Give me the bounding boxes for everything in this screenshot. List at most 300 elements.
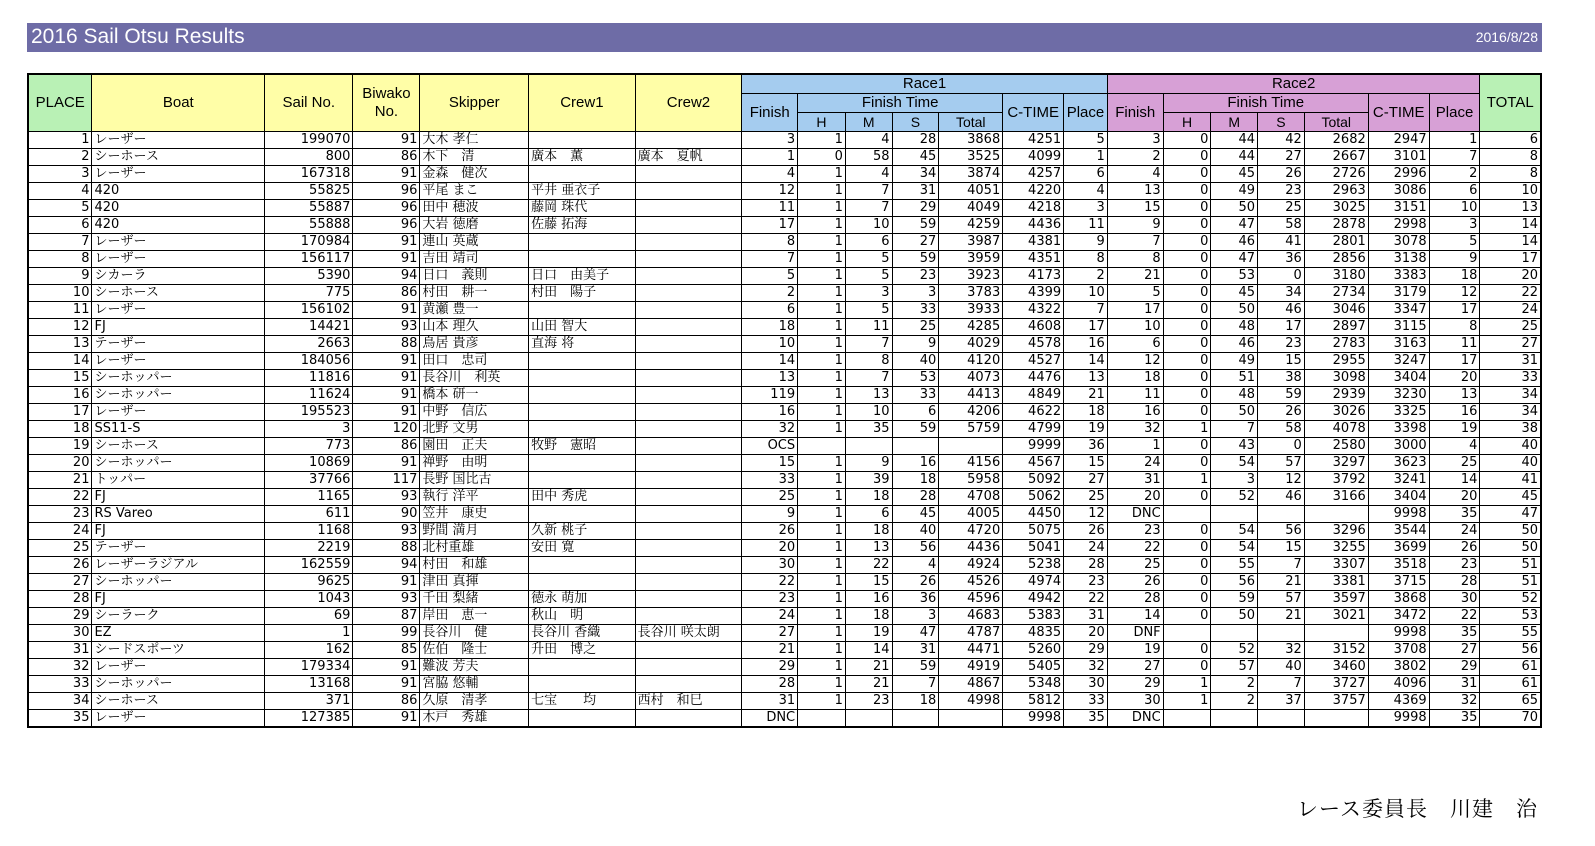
cell-sail-no: 179334 (265, 659, 353, 676)
cell-race2-m: 44 (1211, 149, 1258, 166)
cell-race1-place: 17 (1064, 319, 1108, 336)
cell-race1-s: 47 (892, 625, 939, 642)
cell-race2-h: 0 (1163, 149, 1211, 166)
cell-race2-s: 21 (1258, 574, 1305, 591)
cell-race2-total: 3025 (1304, 200, 1368, 217)
cell-race2-m: 47 (1211, 251, 1258, 268)
cell-skipper: 平尾 まこ (420, 183, 529, 200)
cell-race2-total: 3255 (1304, 540, 1368, 557)
cell-race1-place: 21 (1064, 387, 1108, 404)
cell-sail-no: 10869 (265, 455, 353, 472)
cell-race2-finish: 11 (1107, 387, 1163, 404)
cell-total: 55 (1480, 625, 1541, 642)
cell-race2-ctime: 2998 (1368, 217, 1429, 234)
cell-crew1: 直海 将 (529, 336, 636, 353)
cell-race1-place: 3 (1064, 200, 1108, 217)
cell-total: 6 (1480, 132, 1541, 149)
cell-biwako-no: 91 (353, 302, 420, 319)
cell-race2-h: 0 (1163, 285, 1211, 302)
cell-crew2 (635, 336, 742, 353)
cell-skipper: 田中 穂波 (420, 200, 529, 217)
cell-race1-m: 18 (845, 489, 892, 506)
cell-biwako-no: 86 (353, 149, 420, 166)
cell-biwako-no: 96 (353, 217, 420, 234)
cell-race1-m (845, 438, 892, 455)
cell-race2-ctime: 3398 (1368, 421, 1429, 438)
cell-race2-place: 27 (1429, 642, 1480, 659)
cell-race2-ctime: 9998 (1368, 710, 1429, 728)
table-row (28, 608, 1541, 625)
cell-race1-ctime: 4099 (1003, 149, 1064, 166)
cell-boat: シーホッパー (92, 455, 265, 472)
cell-race2-h: 0 (1163, 319, 1211, 336)
cell-total: 34 (1480, 404, 1541, 421)
cell-biwako-no: 88 (353, 336, 420, 353)
cell-race1-h: 1 (798, 183, 846, 200)
cell-race1-total: 4259 (939, 217, 1003, 234)
cell-race1-h: 1 (798, 285, 846, 302)
cell-race2-ctime: 3802 (1368, 659, 1429, 676)
cell-crew2 (635, 183, 742, 200)
cell-race1-ctime: 4173 (1003, 268, 1064, 285)
cell-race2-s: 15 (1258, 353, 1305, 370)
cell-race1-finish: 22 (742, 574, 798, 591)
cell-race2-ctime: 3138 (1368, 251, 1429, 268)
cell-race2-finish: 16 (1107, 404, 1163, 421)
header-race2-place: Place (1429, 94, 1480, 132)
cell-skipper: 田口 忠司 (420, 353, 529, 370)
cell-race1-h: 1 (798, 217, 846, 234)
cell-sail-no: 3 (265, 421, 353, 438)
cell-race2-s: 25 (1258, 200, 1305, 217)
cell-race1-s: 6 (892, 404, 939, 421)
cell-boat: レーザー (92, 132, 265, 149)
cell-race1-m: 8 (845, 353, 892, 370)
cell-race2-finish: DNC (1107, 506, 1163, 523)
cell-crew2 (635, 285, 742, 302)
cell-race2-total: 3307 (1304, 557, 1368, 574)
cell-race2-h: 0 (1163, 302, 1211, 319)
cell-race1-m: 10 (845, 217, 892, 234)
cell-race2-s: 23 (1258, 183, 1305, 200)
cell-race2-m (1211, 506, 1258, 523)
cell-biwako-no: 91 (353, 574, 420, 591)
cell-race2-s: 57 (1258, 455, 1305, 472)
cell-race2-total (1304, 506, 1368, 523)
cell-race2-place: 20 (1429, 370, 1480, 387)
cell-race2-s: 26 (1258, 166, 1305, 183)
cell-crew1: 日口 由美子 (529, 268, 636, 285)
cell-race2-s: 34 (1258, 285, 1305, 302)
cell-race1-place: 20 (1064, 625, 1108, 642)
cell-crew1 (529, 302, 636, 319)
cell-boat: シーホース (92, 693, 265, 710)
cell-race1-finish: 18 (742, 319, 798, 336)
cell-race2-place: 2 (1429, 166, 1480, 183)
table-row (28, 591, 1541, 608)
cell-crew2 (635, 455, 742, 472)
cell-race1-h: 1 (798, 336, 846, 353)
cell-sail-no: 55825 (265, 183, 353, 200)
cell-race2-s: 17 (1258, 319, 1305, 336)
cell-race1-m: 7 (845, 336, 892, 353)
cell-biwako-no: 96 (353, 200, 420, 217)
cell-boat: FJ (92, 319, 265, 336)
cell-total: 14 (1480, 234, 1541, 251)
cell-race2-h: 0 (1163, 370, 1211, 387)
cell-race2-ctime: 2996 (1368, 166, 1429, 183)
cell-crew2 (635, 659, 742, 676)
cell-biwako-no: 85 (353, 642, 420, 659)
cell-race1-place: 15 (1064, 455, 1108, 472)
cell-race1-m: 23 (845, 693, 892, 710)
cell-race1-finish: 4 (742, 166, 798, 183)
cell-crew1: 藤岡 珠代 (529, 200, 636, 217)
cell-skipper: 長谷川 利英 (420, 370, 529, 387)
cell-race2-ctime: 3708 (1368, 642, 1429, 659)
cell-race1-place: 24 (1064, 540, 1108, 557)
cell-race2-s (1258, 625, 1305, 642)
cell-sail-no: 1 (265, 625, 353, 642)
cell-race2-m: 54 (1211, 540, 1258, 557)
cell-race2-h: 0 (1163, 353, 1211, 370)
cell-race2-ctime: 3179 (1368, 285, 1429, 302)
cell-race1-m: 18 (845, 608, 892, 625)
cell-race2-s (1258, 710, 1305, 728)
cell-race2-place: 6 (1429, 183, 1480, 200)
cell-race1-place: 35 (1064, 710, 1108, 728)
cell-race1-s: 59 (892, 659, 939, 676)
cell-skipper: 黄瀬 豊一 (420, 302, 529, 319)
cell-crew1: 久新 桃子 (529, 523, 636, 540)
cell-race1-finish: 32 (742, 421, 798, 438)
cell-sail-no: 199070 (265, 132, 353, 149)
cell-race2-s: 36 (1258, 251, 1305, 268)
cell-race1-finish: 30 (742, 557, 798, 574)
cell-crew1: 田中 秀虎 (529, 489, 636, 506)
cell-race1-s: 4 (892, 557, 939, 574)
cell-race2-place: 13 (1429, 387, 1480, 404)
cell-total: 25 (1480, 319, 1541, 336)
cell-race2-s: 38 (1258, 370, 1305, 387)
cell-race2-finish: 14 (1107, 608, 1163, 625)
table-row (28, 285, 1541, 302)
cell-race1-total: 4683 (939, 608, 1003, 625)
cell-race1-m: 7 (845, 370, 892, 387)
cell-place: 27 (28, 574, 92, 591)
cell-place: 32 (28, 659, 92, 676)
cell-boat: レーザー (92, 251, 265, 268)
cell-sail-no: 1043 (265, 591, 353, 608)
cell-sail-no: 371 (265, 693, 353, 710)
cell-race2-place: 14 (1429, 472, 1480, 489)
cell-race1-m: 15 (845, 574, 892, 591)
cell-race1-place: 22 (1064, 591, 1108, 608)
cell-crew1 (529, 353, 636, 370)
cell-sail-no: 162 (265, 642, 353, 659)
cell-race2-ctime: 3544 (1368, 523, 1429, 540)
cell-crew1 (529, 574, 636, 591)
table-row (28, 234, 1541, 251)
table-row (28, 625, 1541, 642)
cell-race1-ctime: 4381 (1003, 234, 1064, 251)
cell-race2-finish: 18 (1107, 370, 1163, 387)
cell-place: 18 (28, 421, 92, 438)
cell-place: 7 (28, 234, 92, 251)
cell-crew1 (529, 710, 636, 728)
cell-race2-place: 1 (1429, 132, 1480, 149)
cell-crew1 (529, 404, 636, 421)
cell-race2-s: 57 (1258, 591, 1305, 608)
cell-skipper: 連山 英蔵 (420, 234, 529, 251)
cell-race2-m: 59 (1211, 591, 1258, 608)
cell-race2-s: 7 (1258, 557, 1305, 574)
cell-race2-s: 58 (1258, 421, 1305, 438)
cell-race1-total: 4049 (939, 200, 1003, 217)
cell-race2-finish: 7 (1107, 234, 1163, 251)
cell-race2-place: 19 (1429, 421, 1480, 438)
cell-race1-ctime: 4351 (1003, 251, 1064, 268)
cell-race1-total: 3783 (939, 285, 1003, 302)
cell-race2-h: 0 (1163, 336, 1211, 353)
cell-race2-h: 0 (1163, 659, 1211, 676)
table-row (28, 149, 1541, 166)
cell-boat: シカーラ (92, 268, 265, 285)
cell-race2-ctime: 3163 (1368, 336, 1429, 353)
cell-race1-s: 26 (892, 574, 939, 591)
cell-race2-s: 21 (1258, 608, 1305, 625)
header-race1-finish-time: Finish Time (798, 94, 1003, 113)
title-bar (27, 23, 1542, 52)
cell-race2-place: 20 (1429, 489, 1480, 506)
cell-sail-no: 11624 (265, 387, 353, 404)
cell-boat: レーザー (92, 710, 265, 728)
cell-place: 8 (28, 251, 92, 268)
cell-race1-m: 5 (845, 251, 892, 268)
cell-total: 61 (1480, 676, 1541, 693)
cell-race1-h: 1 (798, 574, 846, 591)
table-row (28, 421, 1541, 438)
cell-race1-finish: 10 (742, 336, 798, 353)
cell-race2-h: 0 (1163, 438, 1211, 455)
cell-race2-place: 35 (1429, 710, 1480, 728)
cell-crew2 (635, 540, 742, 557)
cell-biwako-no: 87 (353, 608, 420, 625)
cell-sail-no: 775 (265, 285, 353, 302)
cell-race1-s (892, 438, 939, 455)
cell-race1-h: 1 (798, 659, 846, 676)
cell-race1-ctime: 4251 (1003, 132, 1064, 149)
cell-crew1: 村田 陽子 (529, 285, 636, 302)
cell-total: 53 (1480, 608, 1541, 625)
cell-boat: レーザー (92, 166, 265, 183)
cell-crew2 (635, 710, 742, 728)
cell-race2-h: 1 (1163, 421, 1211, 438)
cell-crew2 (635, 591, 742, 608)
cell-race1-m: 9 (845, 455, 892, 472)
cell-race2-h (1163, 506, 1211, 523)
cell-race1-s (892, 710, 939, 728)
cell-race2-h: 0 (1163, 455, 1211, 472)
cell-race1-finish: 17 (742, 217, 798, 234)
cell-race2-m: 44 (1211, 132, 1258, 149)
cell-race1-s: 40 (892, 353, 939, 370)
cell-race2-total: 3046 (1304, 302, 1368, 319)
cell-race2-ctime: 3325 (1368, 404, 1429, 421)
cell-crew2 (635, 676, 742, 693)
cell-race1-place: 11 (1064, 217, 1108, 234)
cell-crew2 (635, 421, 742, 438)
cell-crew1: 秋山 明 (529, 608, 636, 625)
cell-race2-h: 0 (1163, 489, 1211, 506)
cell-race2-total: 3152 (1304, 642, 1368, 659)
cell-biwako-no: 91 (353, 387, 420, 404)
cell-race1-finish: 14 (742, 353, 798, 370)
cell-race2-ctime: 3086 (1368, 183, 1429, 200)
cell-race1-place: 9 (1064, 234, 1108, 251)
cell-boat: FJ (92, 523, 265, 540)
cell-race2-place: 23 (1429, 557, 1480, 574)
cell-race2-m: 48 (1211, 387, 1258, 404)
cell-race2-total (1304, 710, 1368, 728)
cell-race1-finish: 16 (742, 404, 798, 421)
cell-race2-total: 3757 (1304, 693, 1368, 710)
cell-race1-place: 5 (1064, 132, 1108, 149)
cell-race1-total: 4596 (939, 591, 1003, 608)
cell-race2-h: 0 (1163, 166, 1211, 183)
cell-boat: レーザー (92, 659, 265, 676)
cell-race1-s: 9 (892, 336, 939, 353)
cell-race1-h: 1 (798, 676, 846, 693)
cell-race1-total: 4073 (939, 370, 1003, 387)
cell-race1-h: 1 (798, 302, 846, 319)
cell-race1-h: 0 (798, 149, 846, 166)
cell-race2-h: 0 (1163, 574, 1211, 591)
cell-crew1: 徳永 萌加 (529, 591, 636, 608)
cell-place: 34 (28, 693, 92, 710)
cell-race1-total: 3874 (939, 166, 1003, 183)
cell-skipper: 野間 満月 (420, 523, 529, 540)
cell-race1-m: 19 (845, 625, 892, 642)
cell-sail-no: 69 (265, 608, 353, 625)
cell-total: 45 (1480, 489, 1541, 506)
cell-crew1: 牧野 憲昭 (529, 438, 636, 455)
cell-race1-total: 4051 (939, 183, 1003, 200)
cell-race2-m: 52 (1211, 642, 1258, 659)
cell-race1-m (845, 710, 892, 728)
cell-skipper: 中野 信広 (420, 404, 529, 421)
cell-skipper: 禅野 由明 (420, 455, 529, 472)
cell-race1-total: 3525 (939, 149, 1003, 166)
cell-race1-place: 27 (1064, 472, 1108, 489)
cell-place: 1 (28, 132, 92, 149)
cell-boat: シーホッパー (92, 676, 265, 693)
cell-race1-total: 3868 (939, 132, 1003, 149)
cell-race1-s: 40 (892, 523, 939, 540)
cell-race2-total: 3381 (1304, 574, 1368, 591)
cell-race2-total: 2580 (1304, 438, 1368, 455)
header-race1-finish: Finish (742, 94, 798, 132)
cell-race1-h: 1 (798, 319, 846, 336)
cell-crew1: 七宝 均 (529, 693, 636, 710)
cell-race2-m: 46 (1211, 234, 1258, 251)
cell-skipper: 笠井 康史 (420, 506, 529, 523)
cell-race1-s: 45 (892, 149, 939, 166)
cell-crew2 (635, 200, 742, 217)
cell-race1-total (939, 710, 1003, 728)
cell-boat: 420 (92, 183, 265, 200)
cell-race2-finish: 3 (1107, 132, 1163, 149)
cell-race2-ctime: 3115 (1368, 319, 1429, 336)
cell-race1-total: 5759 (939, 421, 1003, 438)
cell-race1-m: 58 (845, 149, 892, 166)
cell-sail-no: 2219 (265, 540, 353, 557)
cell-crew1 (529, 506, 636, 523)
cell-race1-s: 45 (892, 506, 939, 523)
cell-sail-no: 5390 (265, 268, 353, 285)
cell-race1-s: 7 (892, 676, 939, 693)
cell-place: 22 (28, 489, 92, 506)
cell-race2-total: 2667 (1304, 149, 1368, 166)
cell-skipper: 長野 国比古 (420, 472, 529, 489)
cell-race1-place: 7 (1064, 302, 1108, 319)
cell-boat: シードスポーツ (92, 642, 265, 659)
cell-race2-finish: 1 (1107, 438, 1163, 455)
cell-race2-h: 0 (1163, 557, 1211, 574)
cell-race1-ctime: 5812 (1003, 693, 1064, 710)
page-title: 2016 Sail Otsu Results (31, 25, 245, 48)
cell-total: 22 (1480, 285, 1541, 302)
cell-race1-m: 7 (845, 183, 892, 200)
cell-boat: シーホッパー (92, 370, 265, 387)
cell-total: 27 (1480, 336, 1541, 353)
cell-race2-finish: 23 (1107, 523, 1163, 540)
cell-crew2 (635, 387, 742, 404)
cell-race1-ctime: 4220 (1003, 183, 1064, 200)
cell-skipper: 金森 健次 (420, 166, 529, 183)
cell-race1-total: 4924 (939, 557, 1003, 574)
header-race1: Race1 (742, 74, 1108, 94)
cell-boat: シーホッパー (92, 574, 265, 591)
cell-race2-m: 50 (1211, 608, 1258, 625)
cell-race1-ctime: 4567 (1003, 455, 1064, 472)
cell-race2-total: 2726 (1304, 166, 1368, 183)
cell-race2-s: 0 (1258, 268, 1305, 285)
cell-race1-finish: 119 (742, 387, 798, 404)
cell-crew1 (529, 132, 636, 149)
cell-skipper: 長谷川 健 (420, 625, 529, 642)
cell-skipper: 難波 芳夫 (420, 659, 529, 676)
cell-sail-no: 1168 (265, 523, 353, 540)
cell-total: 40 (1480, 438, 1541, 455)
cell-race2-place: 29 (1429, 659, 1480, 676)
cell-race1-m: 39 (845, 472, 892, 489)
cell-boat: レーザー (92, 404, 265, 421)
cell-race1-place: 32 (1064, 659, 1108, 676)
cell-place: 15 (28, 370, 92, 387)
cell-place: 21 (28, 472, 92, 489)
cell-total: 10 (1480, 183, 1541, 200)
header-race1-s: S (892, 113, 939, 132)
cell-race1-s: 3 (892, 608, 939, 625)
table-row (28, 574, 1541, 591)
cell-race1-s: 27 (892, 234, 939, 251)
cell-biwako-no: 117 (353, 472, 420, 489)
cell-race1-s: 36 (892, 591, 939, 608)
header-race2-finish: Finish (1107, 94, 1163, 132)
cell-biwako-no: 91 (353, 353, 420, 370)
table-row (28, 200, 1541, 217)
